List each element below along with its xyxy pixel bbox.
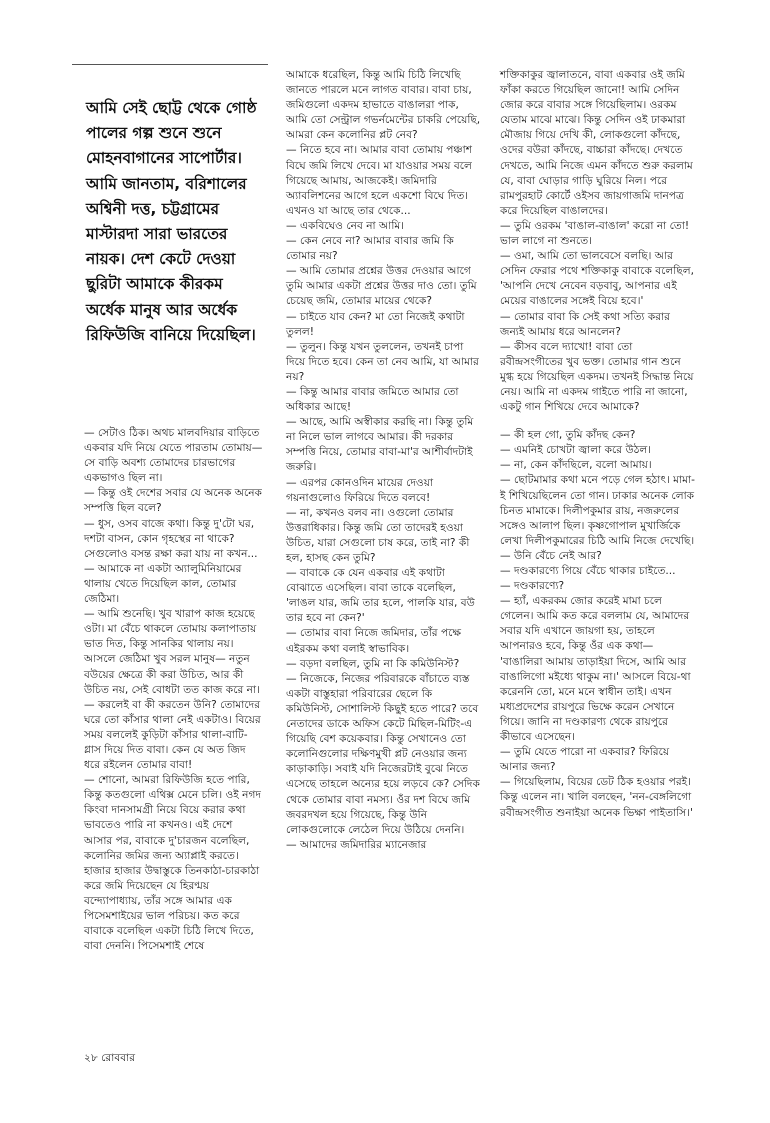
paragraph: — আছে, আমি অস্বীকার করছি না। কিন্তু তুমি না নিলে ভাল লাগবে আমার। কী দরকার সম্পত্তি নিয়ে, তোমার বাবা-মা'র আশীর্বাদটাই জরুরি। <box>286 416 474 474</box>
pull-quote-text: আমি সেই ছোট্ট থেকে গোষ্ঠ পালের গল্প শুনে শুনে মোহনবাগানের সাপোর্টার। আমি জানতাম, বরিশালের অশ্বিনী দত্ত, চট্টগ্রামের মাস্টারদা সারা ভারতের নায়ক। দেশ কেটে দেওয়া ছুরিটা আমাকে কীরকম অর্ধেক মানুষ আর অর্ধেক রিফিউজি বানিয়ে দিয়েছিল। <box>86 99 257 344</box>
paragraph: — বড়দা বলছিল, তুমি না কি কমিউনিস্ট? <box>286 657 460 670</box>
paragraph: — ওমা, আমি তো ভালবেসে বলছি। আর সেদিন ফেরার পথে শক্তিকাকু বাবাকে বলেছিল, 'আপনি দেখে নেবেন বড়বাবু, আপনার এই মেয়ের বাঙালের সঙ্গেই বিয়ে হবে।' <box>500 250 694 308</box>
paragraph: — তুলুন। কিন্তু যখন তুললেন, তখনই চাপা দিয়ে দিতে হবে। কেন তা নেব আমি, যা আমার নয়? <box>286 340 479 383</box>
column-3 <box>500 68 696 821</box>
paragraph: — তুমি যেতে পারো না একবার? ফিরিয়ে আনার জন্য? <box>500 746 670 774</box>
paragraph: — দণ্ডকারণ্যে? <box>500 580 565 593</box>
paragraph: — তুমি ওরকম 'বাঙাল-বাঙাল' করো না তো! ভাল লাগে না শুনতে। <box>500 219 690 248</box>
paragraph: — আমি শুনেছি। খুব খারাপ কাজ হয়েছে ওটা। মা বেঁচে থাকলে তোমায় কলাপাতায় ভাত দিত, কিন্তু সানকির থালায় নয়। আসলে জেঠিমা খুব সরল মানুষ— নতুন বউয়ের ক্ষেত্রে কী করা উচিত, আর কী উচিত নয়, সেই বোধটা তত কাজ করে না। <box>84 608 260 696</box>
paragraph: — না, কেন কাঁদছিলে, বলো আমায়। <box>500 459 652 472</box>
paragraph: — না, কখনও বলব না। ওগুলো তোমার উত্তরাধিকার। কিন্তু জমি তো তাদেরই হওয়া উচিত, যারা সেগুলো চাষ করে, তাই না? কী হল, হাসছ কেন তুমি? <box>286 506 470 564</box>
paragraph: — তোমার বাবা নিজে জমিদার, তাঁর পক্ষে এইরকম কথা বলাই স্বাভাবিক। <box>286 627 462 655</box>
paragraph: — কীসব বলে দ্যাখো! বাবা তো রবীন্দ্রসংগীতের খুব ভক্ত। তোমার গান শুনে মুগ্ধ হয়ে গিয়েছিল একদম। তখনই সিদ্ধান্ত নিয়ে নেয়। আমি না একদম গাইতে পারি না জানো, একটু গান শিখিয়ে দেবে আমাকে? <box>500 340 694 414</box>
paragraph: — একবিঘেও নেব না আমি। <box>286 219 405 232</box>
paragraph: — আমাদের জমিদারির ম্যানেজার <box>286 838 427 851</box>
paragraph: — তোমার বাবা কি সেই কথা সত্যি করার জন্যই আমায় ধরে আনলেন? <box>500 310 670 338</box>
paragraph: — আমি তোমার প্রশ্নের উত্তর দেওয়ার আগে তুমি আমার একটা প্রশ্নের উত্তর দাও তো। তুমি চেয়েছ জমি, তোমার মায়ের থেকে? <box>286 265 477 308</box>
paragraph: — চাইতে যাব কেন? মা তো নিজেই কথাটা তুলল! <box>286 310 465 338</box>
paragraph: — কিন্তু ওই দেশের সবার যে অনেক অনেক সম্পত্তি ছিল বলে? <box>84 487 262 515</box>
paragraph: শক্তিকাকুর জ্বালাতনে, বাবা একবার ওই জমি ফাঁকা করতে গিয়েছিল জানো! আমি সেদিন জোর করে বাবার সঙ্গে গিয়েছিলাম। ওরকম যেতাম মাঝে মাঝে। কিন্তু সেদিন ওই ঢাকমারা মৌজায় গিয়ে দেখি কী, লোকগুলো কাঁদছে, ওদের বউরা কাঁদছে, বাচ্চারা কাঁদছে। দেখতে দেখতে, আমি নিজে এমন কাঁদতে শুরু করলাম যে, বাবা ঘোড়ার গাড়ি ঘুরিয়ে নিল। পরে রামপুরহাট কোর্টে ওইসব জায়গাজমি দানপত্র করে দিয়েছিল বাঙালদের। <box>500 69 693 217</box>
column-2 <box>286 68 482 853</box>
paragraph: — সেটাও ঠিক। অথচ মালবদিয়ার বাড়িতে একবার যদি নিয়ে যেতে পারতাম তোমায়— সে বাড়ি অবশ্য তোমাদের চারভাগের একভাগও ছিল না। <box>84 427 263 485</box>
pull-quote <box>86 96 264 348</box>
paragraph: — ধুস, ওসব বাজে কথা। কিন্তু দু'টো ঘর, দশটা বাসন, কোন গৃহস্থের না থাকে? সেগুলোও বসন্ত রক্ষা করা যায় না কখন... <box>84 517 258 560</box>
paragraph: — দণ্ডকারণ্যে গিয়ে বেঁচে থাকার চাইতে... <box>500 565 676 577</box>
paragraph: — এরপর কোনওদিন মায়ের দেওয়া গয়নাগুলোও ফিরিয়ে দিতে বলবে! <box>286 476 434 504</box>
paragraph: — শোনো, আমরা রিফিউজি হতে পারি, কিন্তু কতগুলো এথিক্স মেনে চলি। ওই নগদ কিংবা দানসামগ্রী নিয়ে বিয়ে করার কথা ভাবতেও পারি না কখনও। এই দেশে আসার পর, বাবাকে দু'চারজন বলেছিল, কলোনির জমির জন্য অ্যাপ্লাই করতে। হাজার হাজার উদ্বাস্তুকে তিনকাঠা-চারকাঠা করে জমি দিয়েছেন যে হিরণ্ময় বন্দ্যোপাধ্যায়, তাঁর সঙ্গে আমার এক পিসেমশাইয়ের ভাল পরিচয়। কত করে বাবাকে বলেছিল একটা চিঠি লিখে দিতে, বাবা দেননি। পিসেমশাই শেষে <box>84 774 261 953</box>
paragraph: — গিয়েছিলাম, বিয়ের ডেট ঠিক হওয়ার পরই। কিন্তু এলেন না। খালি বলছেন, 'নন-বেঙ্গলিগো রবীন্দ্রসংগীত শুনাইয়া অনেক ভিক্ষা পাইতাসি।' <box>500 776 693 819</box>
paragraph: — করলেই বা কী করতেন উনি? তোমাদের ঘরে তো কাঁসার থালা নেই একটাও। বিয়ের সময় বললেই কুড়িটা কাঁসার থালা-বাটি-গ্লাস দিয়ে দিত বাবা। কেন যে অত জিদ ধরে রইলেন তোমার বাবা! <box>84 698 261 772</box>
paragraph: — উনি বেঁচে নেই আর? <box>500 549 602 562</box>
paragraph: — নিজেকে, নিজের পরিবারকে বাঁচাতে ব্যস্ত একটা বাস্তুহারা পরিবারের ছেলে কি কমিউনিস্ট, সোশালিস্ট কিছুই হতে পারে? তবে নেতাদের ডাকে অফিস কেটে মিছিল-মিটিং-এ গিয়েছি বেশ কয়েকবার। কিন্তু সেখানেও তো কলোনিগুলোর দক্ষিণমুখী প্লট নেওয়ার জন্য কাড়াকাড়ি। সবাই যদি নিজেরটাই বুঝে নিতে এসেছে তাহলে অন্যের হয়ে লড়বে কে? সেদিক থেকে তোমার বাবা নমস্য। ওঁর দশ বিঘে জমি জবরদখল হয়ে গিয়েছে, কিন্তু উনি লোকগুলোকে লেঠেল দিয়ে উঠিয়ে দেননি। <box>286 672 480 836</box>
page-folio: ২৮ রোববার <box>84 1052 136 1064</box>
column-1 <box>84 426 264 954</box>
paragraph: — আমাকে না একটা অ্যালুমিনিয়ামের থালায় খেতে দিয়েছিল কাল, তোমার জেঠিমা। <box>84 562 242 606</box>
paragraph: — কী হল গো, তুমি কাঁদছ কেন? <box>500 429 636 442</box>
paragraph: — কিন্তু আমার বাবার জমিতে আমার তো অধিকার আছে! <box>286 385 459 414</box>
paragraph: — নিতে হবে না। আমার বাবা তোমায় পঞ্চাশ বিঘে জমি লিখে দেবে। মা যাওয়ার সময় বলে গিয়েছে আমায়, আজকেই। জমিদারি অ্যাবলিশনের আগে হলে একশো বিঘে দিত। এখনও যা আছে তার থেকে... <box>286 144 473 217</box>
paragraph: আমাকে ধরেছিল, কিন্তু আমি চিঠি লিখেছি জানতে পারলে মনে লাগত বাবার। বাবা চায়, জমিগুলো একদম হাভাতে বাঙালরা পাক, আমি তো সেন্ট্রাল গভর্নমেন্টের চাকরি পেয়েছি, আমরা কেন কলোনির প্লট নেব? <box>286 69 481 142</box>
paragraph: — কেন নেবে না? আমার বাবার জমি কি তোমার নয়? <box>286 235 454 263</box>
paragraph: — বাবাকে কে যেন একবার এই কথাটা বোঝাতে এসেছিল। বাবা তাকে বলেছিল, 'লাঙল যার, জমি তার হলে, পালকি যার, বউ তার হবে না কেন?' <box>286 567 475 625</box>
paragraph: — হ্যাঁ, একরকম জোর করেই মামা চলে গেলেন। আমি কত করে বললাম যে, আমাদের সবার যদি এখানে জায়গা হয়, তাহলে আপনারও হবে, কিন্তু ওঁর এক কথা— 'বাঙালিরা আমায় তাড়াইয়া দিসে, আমি আর বাঙালিগো মইধ্যে থাকুম না।' আসলে বিয়ে-থা করেননি তো, মনে মনে স্বাধীন তাই। এখন মধ্যপ্রদেশের রায়পুরে ভিক্ষে করেন সেখানে গিয়ে। জানি না দণ্ডকারণ্য থেকে রায়পুরে কীভাবে এসেছেন। <box>500 595 691 744</box>
top-rule <box>72 64 268 65</box>
paragraph: — এমনিই চোখটা জ্বালা করে উঠল। <box>500 444 652 457</box>
paragraph: — ছোটমামার কথা মনে পড়ে গেল হঠাৎ। মামা-ই শিখিয়েছিলেন তো গান। ঢাকার অনেক লোক চিনত মামাকে। দিলীপকুমার রায়, নজরুলের সঙ্গেও আলাপ ছিল। কৃষ্ণগোপাল মুখার্জিকে লেখা দিলীপকুমারের চিঠি আমি নিজে দেখেছি। <box>500 474 695 547</box>
